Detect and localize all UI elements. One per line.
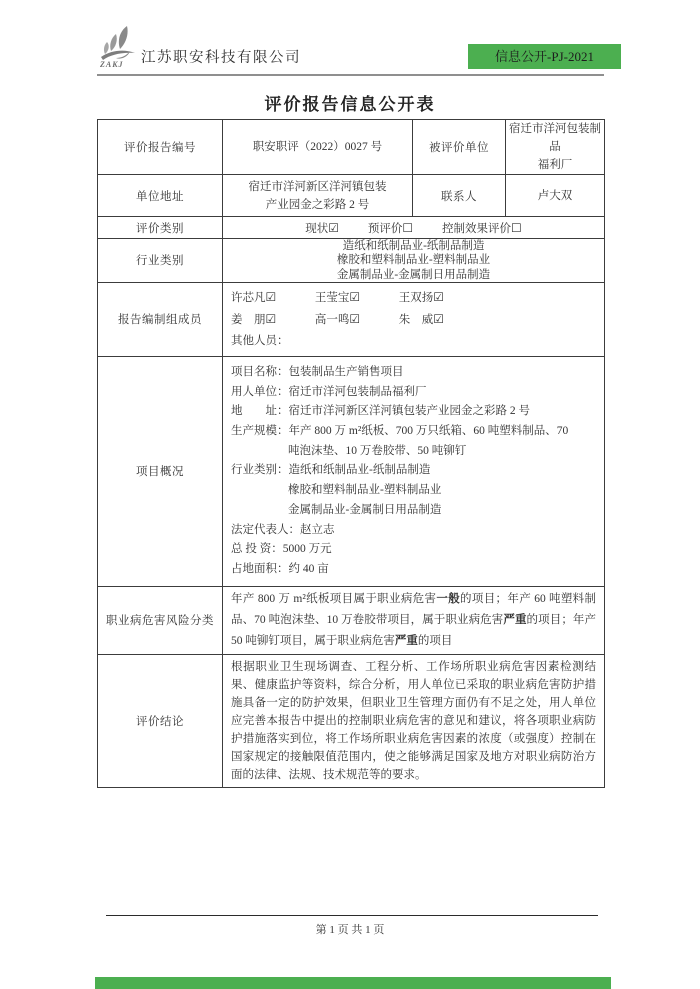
evaluated-unit-label: 被评价单位	[413, 120, 506, 175]
header-rule	[97, 74, 604, 76]
member-item	[231, 287, 312, 309]
row-industry	[98, 239, 605, 283]
overview-line: 行业类别：造纸和纸制品业-纸制品制造	[231, 464, 431, 477]
industry-values	[223, 239, 605, 283]
member-name: 王莹宝	[314, 291, 350, 304]
conclusion-label: 评价结论	[98, 654, 223, 788]
risk-text: 的项目	[417, 634, 453, 647]
footer-accent-bar	[95, 977, 611, 989]
checkbox-checked-icon: ☑	[349, 289, 361, 304]
report-no-value: 职安职评（2022）0027 号	[223, 120, 413, 175]
overview-line: 地 址：宿迁市洋河新区洋河镇包装产业园金之彩路 2 号	[231, 405, 530, 418]
checkbox-checked-icon: ☑	[433, 289, 445, 304]
conclusion-content: 根据职业卫生现场调查、工程分析、工作场所职业病危害因素检测结果、健康监护等资料，综合分析，用人单位已采取的职业病危害防护措施具备一定的防护效果，但职业卫生管理方面仍有不足之处，用人单位应完善本报告中提出的控制职业病危害的意见和建议，将各项职业病防护措施落实到位，将工作场所职业病危害因素的浓度（或强度）控制在国家规定的接触限值范围内，使之能够满足国家及地方对职业病防治方面的法律、法规、技术规范等的要求。	[223, 654, 605, 788]
checkbox-unchecked-icon: ☐	[511, 220, 522, 235]
member-name: 朱 威	[398, 313, 434, 326]
contact-label: 联系人	[413, 175, 506, 217]
industry-line2: 橡胶和塑料制品业-塑料制品业	[336, 254, 491, 267]
contact-value: 卢大双	[506, 175, 605, 217]
checkbox-checked-icon: ☑	[433, 311, 445, 326]
member-item	[231, 309, 312, 331]
members-others: 其他人员：	[231, 334, 289, 347]
checkbox-unchecked-icon: ☐	[402, 220, 414, 235]
row-risk-classification	[98, 586, 605, 654]
row-address	[98, 175, 605, 217]
risk-text: 的项目；年产 50 吨铆钉项目，属于职业病危害	[231, 613, 597, 647]
address-label: 单位地址	[98, 175, 223, 217]
row-report-no	[98, 120, 605, 175]
overview-line: 生产规模：年产 800 万 m²纸板、700 万只纸箱、60 吨塑料制品、70	[231, 425, 569, 437]
option-pre-evaluation	[367, 220, 414, 235]
category-label: 评价类别	[98, 217, 223, 239]
industry-line3: 金属制品业-金属制日用品制造	[336, 268, 491, 281]
member-item	[399, 309, 480, 331]
option-pre-evaluation-label: 预评价	[367, 222, 403, 235]
row-members	[98, 282, 605, 356]
evaluated-unit-value	[506, 120, 605, 175]
info-table	[97, 119, 605, 788]
overview-line: 金属制品业-金属制日用品制造	[288, 503, 442, 516]
overview-label: 项目概况	[98, 356, 223, 586]
option-current-status	[305, 220, 339, 235]
option-control-effect-label: 控制效果评价	[442, 222, 511, 235]
evaluated-unit-line1: 宿迁市洋河包装制品	[509, 123, 601, 153]
members-label: 报告编制组成员	[98, 282, 223, 356]
checkbox-checked-icon: ☑	[265, 289, 277, 304]
overview-line: 橡胶和塑料制品业-塑料制品业	[288, 484, 442, 497]
row-conclusion	[98, 654, 605, 788]
overview-line: 法定代表人：赵立志	[231, 523, 335, 536]
overview-line: 吨泡沫垫、10 万卷胶带、50 吨铆钉	[288, 444, 467, 457]
overview-line: 占地面积：约 40 亩	[231, 562, 329, 575]
member-name: 姜 朋	[231, 313, 266, 326]
overview-content	[223, 356, 605, 586]
overview-line: 用人单位：宿迁市洋河包装制品福利厂	[231, 385, 427, 398]
risk-text: 年产 800 万 m²纸板项目属于职业病危害	[231, 592, 437, 605]
category-options	[223, 217, 605, 239]
row-category	[98, 217, 605, 239]
checkbox-checked-icon: ☑	[349, 311, 361, 326]
evaluated-unit-line2: 福利厂	[537, 159, 573, 171]
member-item	[315, 309, 396, 331]
risk-level-general: 一般	[436, 592, 461, 605]
option-current-status-label: 现状	[305, 222, 329, 235]
members-row1	[231, 287, 604, 309]
member-name: 许芯凡	[231, 291, 266, 304]
member-name: 高一鸣	[314, 313, 350, 326]
checkbox-checked-icon: ☑	[265, 311, 277, 326]
address-line2: 产业园金之彩路 2 号	[265, 198, 370, 211]
address-line1: 宿迁市洋河新区洋河镇包装	[248, 180, 387, 193]
members-values	[223, 282, 605, 356]
risk-text: 的项目；年产 60 吨塑料制品、70 吨泡沫垫、10 万卷胶带项目，属于职业病危害	[231, 592, 597, 626]
member-name: 王双扬	[398, 291, 434, 304]
risk-label: 职业病危害风险分类	[98, 586, 223, 654]
industry-line1: 造纸和纸制品业-纸制品制造	[342, 240, 485, 252]
page-number: 第 1 页 共 1 页	[315, 924, 385, 936]
info-table-wrap	[97, 119, 604, 788]
checkbox-checked-icon: ☑	[328, 220, 339, 235]
doc-code-badge: 信息公开-PJ-2021	[468, 44, 621, 69]
report-no-label: 评价报告编号	[98, 120, 223, 175]
page-title: 评价报告信息公开表	[264, 95, 436, 114]
industry-label: 行业类别	[98, 239, 223, 283]
overview-line: 项目名称：包装制品生产销售项目	[231, 365, 404, 378]
risk-content	[223, 586, 605, 654]
footer-rule	[106, 915, 598, 916]
members-row2	[231, 309, 604, 331]
row-project-overview	[98, 356, 605, 586]
company-name: 江苏职安科技有限公司	[141, 50, 301, 66]
overview-line: 总 投 资：5000 万元	[231, 543, 332, 556]
option-control-effect	[442, 220, 522, 235]
member-item	[315, 287, 396, 309]
risk-level-severe: 严重	[503, 613, 527, 626]
logo-caption: ZAKJ	[100, 60, 124, 69]
risk-level-severe: 严重	[394, 634, 418, 647]
address-value	[223, 175, 413, 217]
member-item	[399, 287, 480, 309]
